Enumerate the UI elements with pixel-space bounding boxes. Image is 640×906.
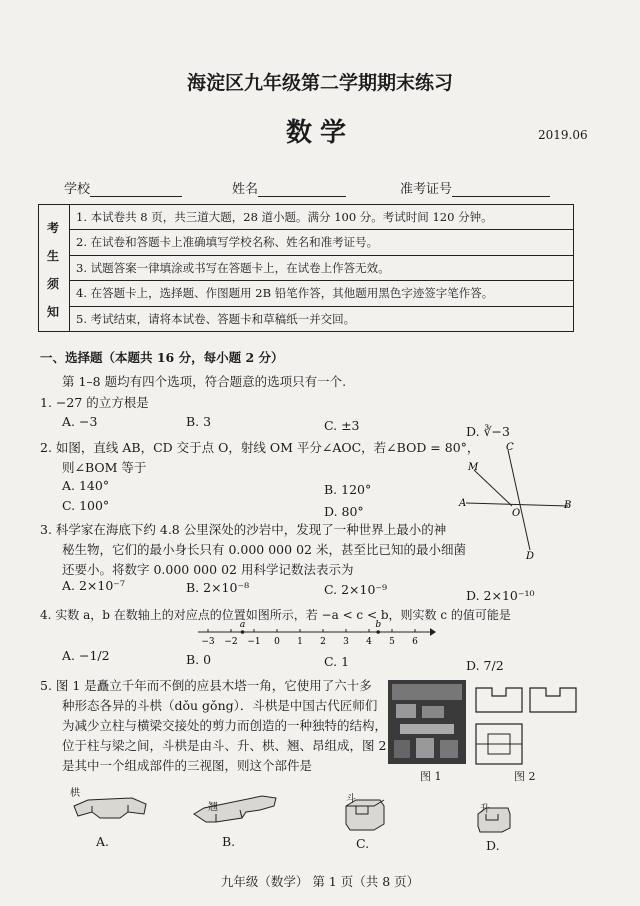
q4-option-a: A. −1/2	[62, 648, 110, 663]
notice-item: 2. 在试卷和答题卡上准确填写学校名称、姓名和准考证号。	[70, 230, 573, 255]
part-d-tag: 升	[480, 804, 490, 815]
name-label: 姓名	[232, 182, 259, 197]
q2-stem-line1: 2. 如图，直线 AB，CD 交于点 O，射线 OM 平分∠AOC，若∠BOD = 80°，	[40, 440, 480, 455]
q2-label-c: C	[506, 442, 514, 453]
q1-option-b: B. 3	[186, 414, 212, 429]
part-b-qiao	[190, 790, 280, 830]
number-line-tick-label: −3	[201, 637, 215, 647]
part-b-letter: B.	[222, 834, 236, 849]
school-field	[64, 178, 182, 197]
q2-option-c: C. 100°	[62, 498, 110, 513]
number-line-point-b-dot	[376, 630, 380, 634]
part-b-tag: 翘	[208, 802, 218, 813]
subject-title: 数学	[285, 118, 354, 148]
q1-option-a: A. −3	[62, 414, 98, 429]
q2-label-b: B	[564, 500, 572, 511]
number-line-tick-label: −1	[247, 637, 261, 647]
q2-label-d: D	[526, 551, 535, 562]
q1-stem: 1. −27 的立方根是	[40, 395, 149, 410]
q3-stem-line3: 还要小。将数字 0.000 000 02 用科学记数法表示为	[62, 562, 354, 577]
q4-option-c: C. 1	[324, 654, 350, 669]
q2-label-o: O	[512, 508, 521, 519]
q5-stem-line5: 是其中一个组成部件的三视图，则这个部件是	[62, 758, 313, 773]
fig2-caption: 图 2	[514, 770, 536, 783]
q2-angle-figure	[456, 440, 576, 562]
q5-stem-line1: 5. 图 1 是矗立千年而不倒的应县木塔一角，它使用了六十多	[40, 678, 372, 693]
number-line-tick-label: −2	[224, 637, 238, 647]
q2-label-a: A	[459, 498, 467, 509]
notice-item: 5. 考试结束，请将本试卷、答题卡和草稿纸一并交回。	[76, 311, 356, 326]
notice-side-label: 考 生 须 知	[39, 205, 70, 331]
section-heading: 一、选择题（本题共 16 分，每小题 2 分）	[40, 350, 284, 365]
fig2-three-views	[472, 682, 582, 768]
q3-stem-line1: 3. 科学家在海底下约 4.8 公里深处的沙岩中，发现了一种世界上最小的神	[40, 522, 447, 537]
exam-title: 海淀区九年级第二学期期末练习	[186, 72, 453, 94]
q1-option-d: D. ∛−3	[466, 424, 510, 439]
q4-number-line	[196, 620, 436, 650]
q2-stem-line2: 则∠BOM 等于	[62, 460, 147, 475]
number-line-tick-label: 3	[343, 637, 349, 647]
q4-option-b: B. 0	[186, 652, 212, 667]
number-line-tick-label: 1	[297, 637, 303, 647]
part-d-letter: D.	[486, 838, 500, 853]
exam-number-field	[400, 178, 550, 197]
q2-option-d: D. 80°	[324, 504, 364, 519]
number-line-tick-label: 0	[274, 637, 280, 647]
q2-option-b: B. 120°	[324, 482, 372, 497]
q1-option-c: C. ±3	[324, 418, 360, 433]
number-line-point-a-dot	[241, 630, 245, 634]
fig1-tower-photo	[388, 680, 466, 764]
fig1-caption: 图 1	[420, 770, 442, 783]
notice-item: 3. 试题答案一律填涂或书写在答题卡上，在试卷上作答无效。	[70, 256, 573, 281]
part-a-gong	[70, 786, 150, 830]
part-a-tag: 栱	[70, 788, 80, 799]
exam-number-label: 准考证号	[400, 182, 453, 197]
q3-option-b: B. 2×10⁻⁸	[186, 580, 250, 595]
q2-option-a: A. 140°	[62, 478, 110, 493]
school-label: 学校	[64, 182, 91, 197]
number-line-tick-label: 4	[366, 637, 372, 647]
q3-stem-line2: 秘生物，它们的最小身长只有 0.000 000 02 米，甚至比已知的最小细菌	[62, 542, 466, 557]
part-c-letter: C.	[356, 836, 370, 851]
number-line-point-a-label: a	[239, 620, 246, 630]
notice-item: 4. 在答题卡上，选择题、作图题用 2B 铅笔作答，其他题用黑色字迹签字笔作答。	[70, 281, 573, 306]
q3-option-d: D. 2×10⁻¹⁰	[466, 588, 535, 603]
page-footer: 九年级（数学） 第 1 页（共 8 页）	[220, 874, 420, 889]
notice-item: 1. 本试卷共 8 页，共三道大题，28 道小题。满分 100 分。考试时间 120 分钟。	[70, 205, 573, 230]
q3-option-c: C. 2×10⁻⁹	[324, 582, 388, 597]
q5-stem-line2: 种形态各异的斗栱（dǒu gǒng）．斗栱是中国古代匠师们	[62, 698, 378, 713]
part-a-letter: A.	[96, 834, 110, 849]
q3-option-a: A. 2×10⁻⁷	[62, 578, 125, 593]
number-line-tick-label: 5	[389, 637, 395, 647]
section-intro: 第 1–8 题均有四个选项，符合题意的选项只有一个.	[62, 374, 347, 389]
q5-stem-line3: 为减少立柱与横梁交接处的剪力而创造的一种独特的结构，	[62, 718, 388, 733]
part-c-tag: 斗	[346, 794, 356, 805]
number-line-tick-label: 6	[412, 637, 418, 647]
number-line-tick-label: 2	[320, 637, 326, 647]
exam-date: 2019.06	[538, 128, 588, 142]
q5-stem-line4: 位于柱与梁之间，斗栱是由斗、升、栱、翘、昂组成，图 2	[62, 738, 387, 753]
notice-box	[38, 204, 574, 332]
q4-stem: 4. 实数 a，b 在数轴上的对应点的位置如图所示，若 −a < c < b，则实数 c 的值可能是	[40, 608, 511, 622]
q2-label-m: M	[468, 462, 479, 473]
name-field	[232, 178, 346, 197]
q4-option-d: D. 7/2	[466, 658, 504, 673]
number-line-point-b-label: b	[375, 620, 382, 630]
